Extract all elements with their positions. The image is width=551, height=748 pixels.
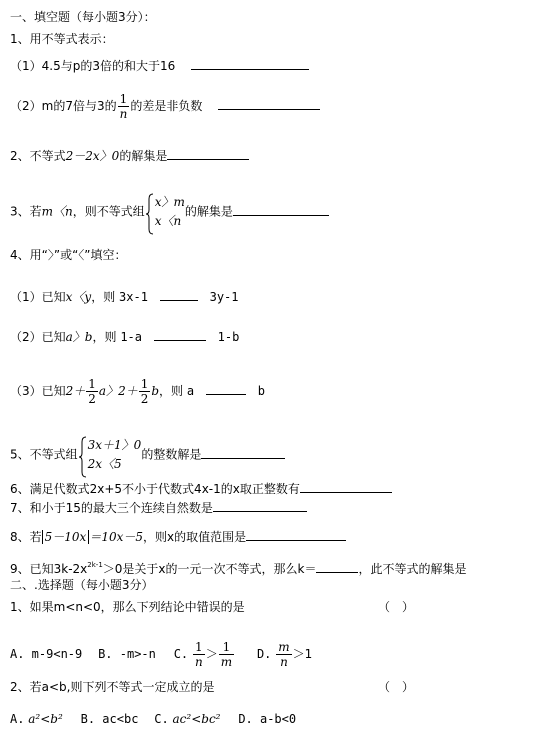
q1-part1-number: （1）: [10, 59, 42, 73]
q3-condition: m〈n: [41, 204, 73, 219]
mc2-option-c[interactable]: C. ac²<bc²: [154, 712, 221, 726]
q6: [10, 480, 392, 496]
mc1-option-b[interactable]: B. -m>-n: [98, 647, 156, 661]
mc1-stem: 1、如果m<n<0，那么下列结论中错误的是: [10, 600, 245, 614]
q2-answer-blank[interactable]: [167, 147, 249, 160]
q7-text: 7、和小于15的最大三个连续自然数是: [10, 501, 213, 515]
q4-part1-pre: （1）已知: [10, 290, 66, 304]
q4-part3-expr-a: 2＋: [65, 384, 86, 398]
fraction-1-over-m: $\frac{1}{m}$: [220, 640, 233, 669]
mc1-option-a[interactable]: A. m-9<n-9: [10, 647, 83, 661]
q4-part3-expr-b: a〉2＋: [98, 384, 138, 398]
q9-mid: ＞0是关于x的一元一次不等式，那么k＝: [102, 562, 317, 576]
q4-part2-right: 1-b: [217, 330, 240, 344]
q6-answer-blank[interactable]: [300, 480, 392, 493]
mc1-answer-bracket[interactable]: （ ）: [378, 600, 415, 614]
q4-part1-left: 3x-1: [119, 290, 148, 304]
mc2-option-a[interactable]: A. a²<b²: [10, 712, 63, 726]
q1-part2-post: 的差是非负数: [130, 99, 203, 113]
mc1-option-c[interactable]: C. $\frac{1}{n}$ ＞ $\frac{1}{m}$: [173, 640, 233, 669]
q3: [10, 193, 329, 231]
q4-stem: 4、用“〉”或“〈”填空：: [10, 248, 127, 262]
left-brace-icon: [145, 193, 155, 235]
q4-part3-mid: ，则: [159, 384, 184, 398]
q8-answer-blank[interactable]: [246, 528, 346, 541]
q1-part1: [10, 57, 309, 73]
q4-part1-right: 3y-1: [209, 290, 239, 304]
mc2-stem: 2、若a<b,则下列不等式一定成立的是: [10, 680, 215, 694]
q7: [10, 499, 307, 515]
fraction-m-over-n: $\frac{m}{n}$: [278, 640, 290, 669]
q8-post: ，则x的取值范围是: [143, 530, 247, 544]
q4-part3-right: b: [257, 384, 266, 398]
q8: [10, 528, 346, 544]
q5-pre: 5、不等式组: [10, 447, 78, 462]
q8-equation: ＝10x－5: [89, 530, 144, 544]
q4-part3-answer-blank[interactable]: [206, 382, 246, 395]
q3-system-row2: x〈n: [154, 214, 182, 228]
q3-system-row1: x〉m: [154, 195, 185, 209]
fraction-1-over-n: $\frac{1}{n}$: [194, 640, 203, 669]
q3-post: 的解集是: [184, 204, 233, 219]
q1-part1-text: 4.5与p的3倍的和大于16: [41, 59, 176, 73]
q4-part3-pre: （3）已知: [10, 384, 66, 398]
mc2-option-b[interactable]: B. ac<bc: [80, 712, 139, 726]
q3-answer-blank[interactable]: [233, 203, 329, 216]
q5-post: 的整数解是: [141, 447, 202, 462]
q4-part1-mid: ，则: [91, 290, 116, 304]
q8-pre: 8、若: [10, 530, 42, 544]
q5-system-row2: 2x〈5: [87, 457, 122, 471]
q4-part1-answer-blank[interactable]: [160, 288, 198, 301]
q1-stem: 1、用不等式表示：: [10, 32, 114, 46]
q4-part1: [10, 288, 239, 304]
q9-pre: 9、已知3k-2x: [10, 562, 88, 576]
q3-mid: ，则不等式组: [72, 204, 145, 219]
q7-answer-blank[interactable]: [213, 499, 307, 512]
q5-answer-blank[interactable]: [201, 446, 285, 459]
q2-expression: 2－2x〉0: [65, 149, 120, 163]
q2: [10, 147, 249, 163]
q4-part3: [10, 377, 265, 406]
mc2-answer-bracket[interactable]: （ ）: [378, 680, 415, 694]
fraction-1-over-2-b: $\frac{1}{2}$: [140, 377, 149, 406]
section1-title: 一、填空题（每小题3分）：: [10, 10, 156, 24]
section2-title: 二、.选择题（每小题3分）: [10, 578, 154, 592]
q4-part2-condition: a〉b: [65, 330, 93, 344]
q4-part1-condition: x〈y: [65, 290, 92, 304]
q6-text: 6、满足代数式2x+5不小于代数式4x-1的x取正整数有: [10, 482, 300, 496]
q3-inequality-system: [145, 193, 185, 231]
q1-part2: [10, 92, 320, 121]
q1-part2-pre: （2）m的7倍与3的: [10, 99, 117, 113]
q4-part2: [10, 328, 239, 344]
left-brace-icon: [78, 436, 88, 478]
q9: [10, 558, 467, 576]
mc2-option-d[interactable]: D. a-b<0: [238, 712, 297, 726]
q2-post: 的解集是: [119, 149, 168, 163]
q4-part3-expr-c: b: [151, 384, 160, 398]
q9-post: ，此不等式的解集是: [358, 562, 467, 576]
q9-k-answer-blank[interactable]: [316, 560, 358, 573]
mc1-option-d[interactable]: D. $\frac{m}{n}$ ＞1: [256, 640, 313, 669]
mc1-options: [10, 640, 312, 669]
q5-inequality-system: [78, 436, 142, 474]
fraction-1-over-n: $\frac{1}{n}$: [119, 92, 128, 121]
q5: [10, 436, 285, 474]
fraction-1-over-2-a: $\frac{1}{2}$: [88, 377, 96, 406]
q4-part2-pre: （2）已知: [10, 330, 66, 344]
q8-absolute-value: 5－10x: [42, 530, 90, 544]
mc2-options: [10, 712, 296, 726]
q1-part1-answer-blank[interactable]: [191, 57, 309, 70]
q1-part2-answer-blank[interactable]: [218, 97, 320, 110]
q2-pre: 2、不等式: [10, 149, 66, 163]
q4-part2-mid: ，则: [92, 330, 117, 344]
q9-exponent: 2k-1: [87, 561, 103, 569]
q4-part3-left: a: [186, 384, 195, 398]
q4-part2-answer-blank[interactable]: [154, 328, 206, 341]
q5-system-row1: 3x＋1〉0: [87, 438, 142, 452]
q3-pre: 3、若: [10, 204, 42, 219]
q4-part2-left: 1-a: [120, 330, 143, 344]
